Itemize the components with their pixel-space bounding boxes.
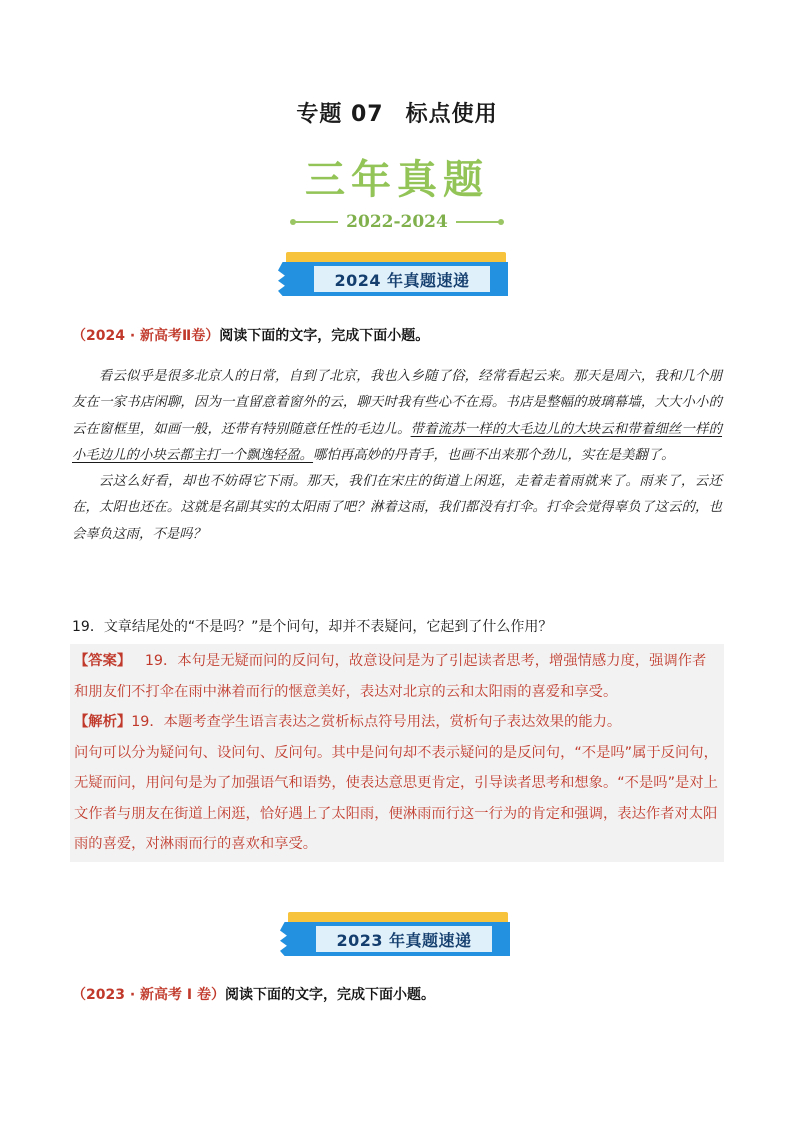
three-years-banner: 三年真题 bbox=[305, 157, 489, 203]
passage-text: 哪怕再高妙的丹青手，也画不出来那个劲儿，实在是美翻了。 bbox=[313, 447, 675, 463]
reading-passage bbox=[72, 364, 722, 548]
years-right-line bbox=[456, 221, 500, 223]
passage-paragraph-2: 云这么好看，却也不妨碍它下雨。那天，我们在宋庄的街道上闲逛，走着走着雨就来了。雨来了，云还在，太阳也还在。这就是名副其实的太阳雨了吧？淋着这雨，我们都没有打伞。打伞会觉得辜负了这云的，也会辜负这雨，不是吗？ bbox=[72, 474, 722, 542]
question-19: 19．文章结尾处的“不是吗？”是个问句，却并不表疑问，它起到了什么作用？ bbox=[72, 619, 553, 635]
underlined-sentence: 带着流苏一样的大毛边儿的大块云和带着细丝一样的小毛边儿的小块云都主打一个飘逸轻盈。 bbox=[72, 421, 723, 463]
answer-block bbox=[74, 646, 720, 707]
analysis-tag: 【解析】 bbox=[74, 714, 132, 730]
question-heading-2023 bbox=[72, 984, 435, 1004]
title-prefix: 专题 07 bbox=[296, 102, 384, 127]
question-source: （2023 · 新高考 I 卷） bbox=[72, 987, 225, 1003]
title-main: 标点使用 bbox=[405, 102, 498, 127]
section-header-2024 bbox=[278, 252, 508, 298]
passage-paragraph-1 bbox=[72, 364, 722, 469]
question-source: （2024 · 新高考Ⅱ卷） bbox=[72, 328, 220, 344]
answer-analysis-box bbox=[70, 644, 724, 862]
years-left-line bbox=[294, 221, 338, 223]
answer-text: 19．本句是无疑而问的反问句，故意设问是为了引起读者思考，增强情感力度，强调作者和朋友们不打伞在雨中淋着而行的惬意美好，表达对北京的云和太阳雨的喜爱和享受。 bbox=[74, 653, 707, 700]
section-header-2023 bbox=[280, 912, 510, 958]
analysis-paragraph: 问句可以分为疑问句、设问句、反问句。其中是问句却不表示疑问的是反问句，“不是吗”属于反问句，无疑而问，用问句是为了加强语气和语势，使表达意思更肯定，引导读者思考和想象。“不是吗”是对上文作者与朋友在街道上闲逛，恰好遇上了太阳雨，便淋雨而行这一行为的肯定和强调，表达作者对太阳雨的喜爱，对淋雨而行的喜欢和享受。 bbox=[74, 744, 718, 852]
years-ribbon bbox=[0, 210, 794, 234]
question-heading-2024 bbox=[72, 325, 429, 345]
section-header-label: 2023 年真题速递 bbox=[316, 926, 492, 952]
passage-text: 看云似乎是很多北京人的日常，自到了北京，我也入乡随了俗，经常看起云来。那天是周六，我和几个朋友在一家书店闲聊，因为一直留意着窗外的云，聊天时我有些心不在焉。书店是整幅的玻璃幕墙，大大小小的云在窗框里，如画一般，还带有特别随意任性的毛边儿。 bbox=[72, 369, 722, 437]
answer-tag: 【答案】 bbox=[74, 653, 132, 669]
page-title bbox=[0, 97, 794, 128]
question-instruction: 阅读下面的文字，完成下面小题。 bbox=[219, 328, 430, 344]
analysis-block bbox=[74, 707, 720, 738]
question-instruction: 阅读下面的文字，完成下面小题。 bbox=[225, 987, 435, 1003]
years-text: 2022-2024 bbox=[346, 212, 448, 232]
section-header-label: 2024 年真题速递 bbox=[314, 266, 490, 292]
analysis-text-1: 19．本题考查学生语言表达之赏析标点符号用法，赏析句子表达效果的能力。 bbox=[131, 714, 622, 730]
